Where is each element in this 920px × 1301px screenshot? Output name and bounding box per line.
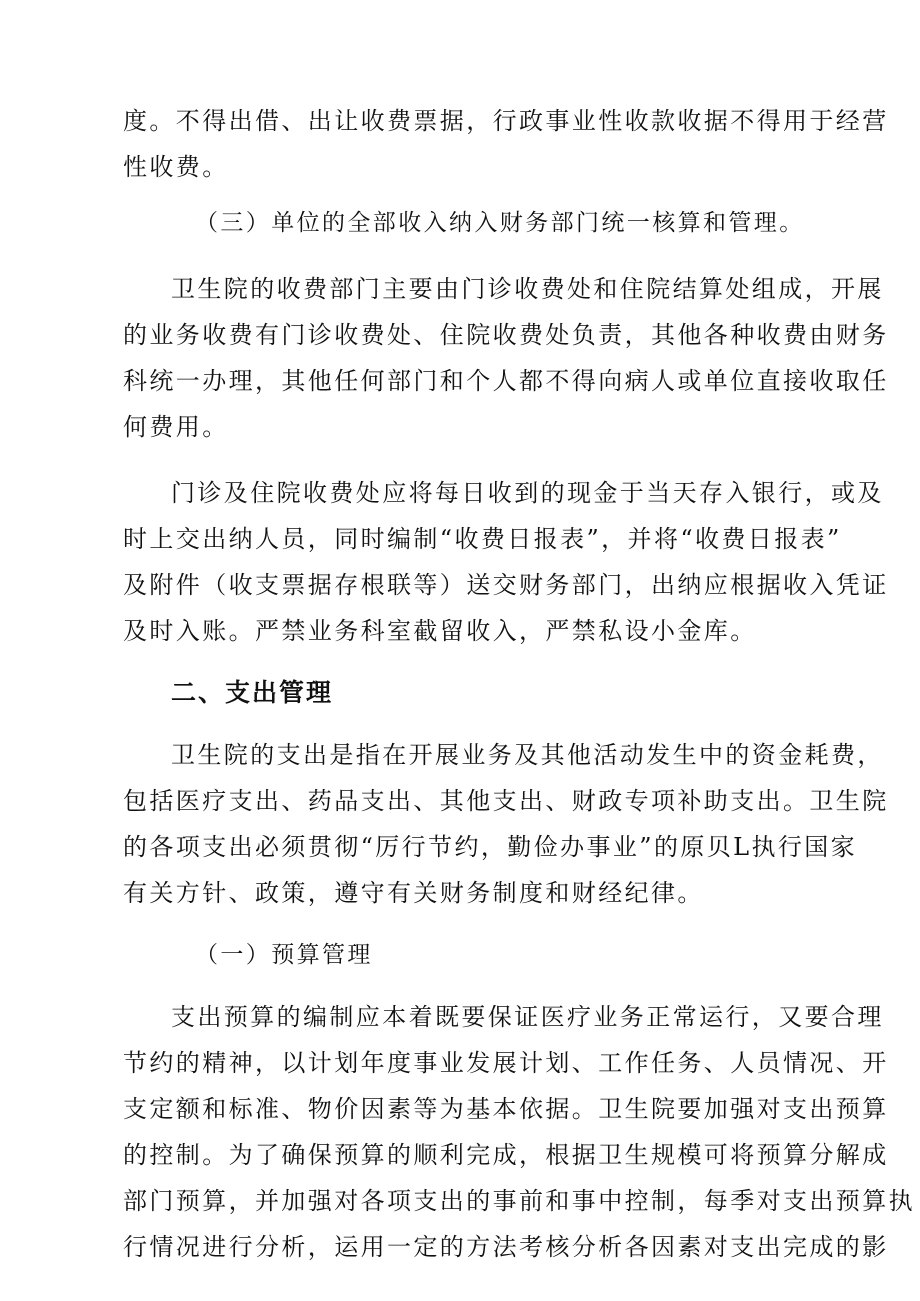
paragraph-line: 卫生院的支出是指在开展业务及其他活动发生中的资金耗费， [171,741,884,769]
paragraph-line: 的各项支出必须贯彻“厉行节约，勤俭办事业”的原贝L执行国家 [123,833,858,861]
paragraph-line: 科统一办理，其他任何部门和个人都不得向病人或单位直接收取任 [123,367,889,395]
section-heading: 二、支出管理 [171,678,334,707]
paragraph-line: 的业务收费有门诊收费处、住院收费处负责，其他各种收费由财务 [123,321,889,349]
paragraph-line: 性收费。 [123,153,229,181]
paragraph-line: 度。不得出借、出让收费票据，行政事业性收款收据不得用于经营 [123,107,889,135]
paragraph-line: 部门预算，并加强对各项支出的事前和事中控制，每季对支出预算执 [123,1187,915,1215]
paragraph-line: 行情况进行分析，运用一定的方法考核分析各因素对支出完成的影 [123,1233,889,1261]
paragraph-line: 及附件（收支票据存根联等）送交财务部门，出纳应根据收入凭证 [123,571,889,599]
paragraph-line: 有关方针、政策，遵守有关财务制度和财经纪律。 [123,879,704,907]
paragraph-line: 支定额和标准、物价因素等为基本依据。卫生院要加强对支出预算 [123,1095,889,1123]
section-subheading: （三）单位的全部收入纳入财务部门统一核算和管理。 [195,210,805,236]
paragraph-line: 卫生院的收费部门主要由门诊收费处和住院结算处组成，开展 [171,275,884,303]
paragraph-line: 支出预算的编制应本着既要保证医疗业务正常运行，又要合理 [171,1003,884,1031]
paragraph-line: 门诊及住院收费处应将每日收到的现金于当天存入银行，或及 [171,479,884,507]
document-page [123,98,915,1270]
paragraph-line: 何费用。 [123,413,229,441]
paragraph-line: 时上交出纳人员，同时编制“收费日报表”，并将“收费日报表” [123,525,842,553]
paragraph-line: 及时入账。严禁业务科室截留收入，严禁私设小金库。 [123,617,757,645]
paragraph-line: 的控制。为了确保预算的顺利完成，根据卫生规模可将预算分解成 [123,1141,889,1169]
paragraph-line: 包括医疗支出、药品支出、其他支出、财政专项补助支出。卫生院 [123,787,889,815]
section-subheading: （一）预算管理 [195,942,373,968]
paragraph-line: 节约的精神，以计划年度事业发展计划、工作任务、人员情况、开 [123,1049,889,1077]
